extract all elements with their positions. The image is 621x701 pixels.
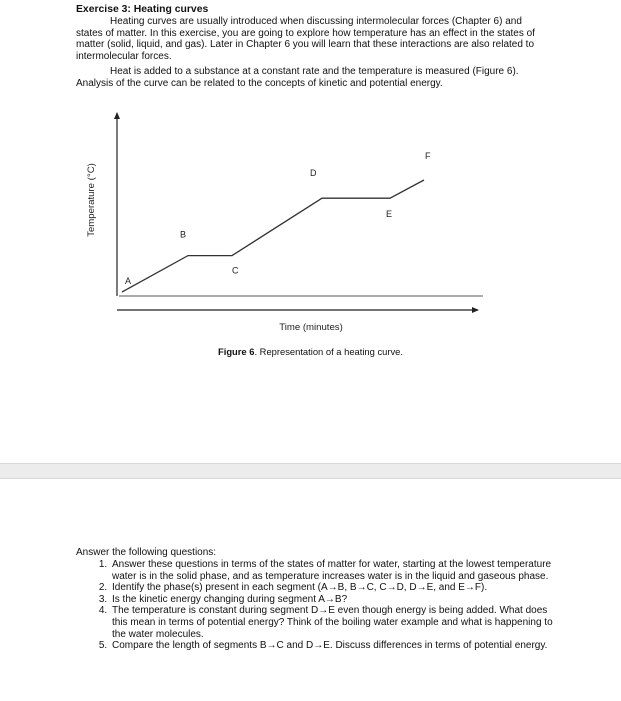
figure-caption-text: . Representation of a heating curve. xyxy=(254,346,403,357)
figure-caption xyxy=(0,346,621,358)
question-item: 4. The temperature is constant during segment D→E even though energy is being added. What does this mean in terms of potential energy? Think of the boiling water example and what is happening to the water molecules. xyxy=(110,605,565,640)
method-paragraph: Heat is added to a substance at a constant rate and the temperature is measured (Figure 6). Analysis of the curve can be related to the concepts of kinetic and potential energy. xyxy=(76,66,519,89)
x-axis-label: Time (minutes) xyxy=(279,322,343,333)
point-label-b: B xyxy=(180,229,187,240)
intro-paragraph: Heating curves are usually introduced when discussing intermolecular forces (Chapter 6) and states of matter. In this exercise, you are going to explore how temperature has an effect in the states of matter (solid, liquid, and gas). Later in Chapter 6 you will learn that these interactions are also related to intermolecular forces. xyxy=(76,16,535,62)
question-item: 2. Identify the phase(s) present in each segment (A→B, B→C, C→D, D→E, and E→F). xyxy=(110,582,565,594)
heating-curve-figure xyxy=(0,100,621,340)
questions-intro: Answer the following questions: xyxy=(76,547,217,558)
point-label-f: F xyxy=(425,151,431,161)
point-label-d: D xyxy=(310,168,317,179)
question-item: 1. Answer these questions in terms of the states of matter for water, starting at the lowest temperature water is in the solid phase, and as temperature increases water is in the liquid and gaseous phase. xyxy=(110,559,565,582)
exercise-title: Exercise 3: Heating curves xyxy=(76,4,209,15)
figure-label: Figure 6 xyxy=(218,346,255,357)
page-gap xyxy=(0,464,621,478)
point-label-c: C xyxy=(232,265,239,276)
y-axis-label: Temperature (°C) xyxy=(86,163,97,237)
point-label-a: A xyxy=(125,276,132,286)
question-item: 3. Is the kinetic energy changing during segment A→B? xyxy=(110,594,565,606)
point-label-e: E xyxy=(386,209,393,220)
heating-curve-line xyxy=(122,180,424,292)
question-item: 5. Compare the length of segments B→C and D→E. Discuss differences in terms of potential energy. xyxy=(110,640,565,652)
question-list xyxy=(76,559,565,652)
curve-layer xyxy=(122,180,424,292)
